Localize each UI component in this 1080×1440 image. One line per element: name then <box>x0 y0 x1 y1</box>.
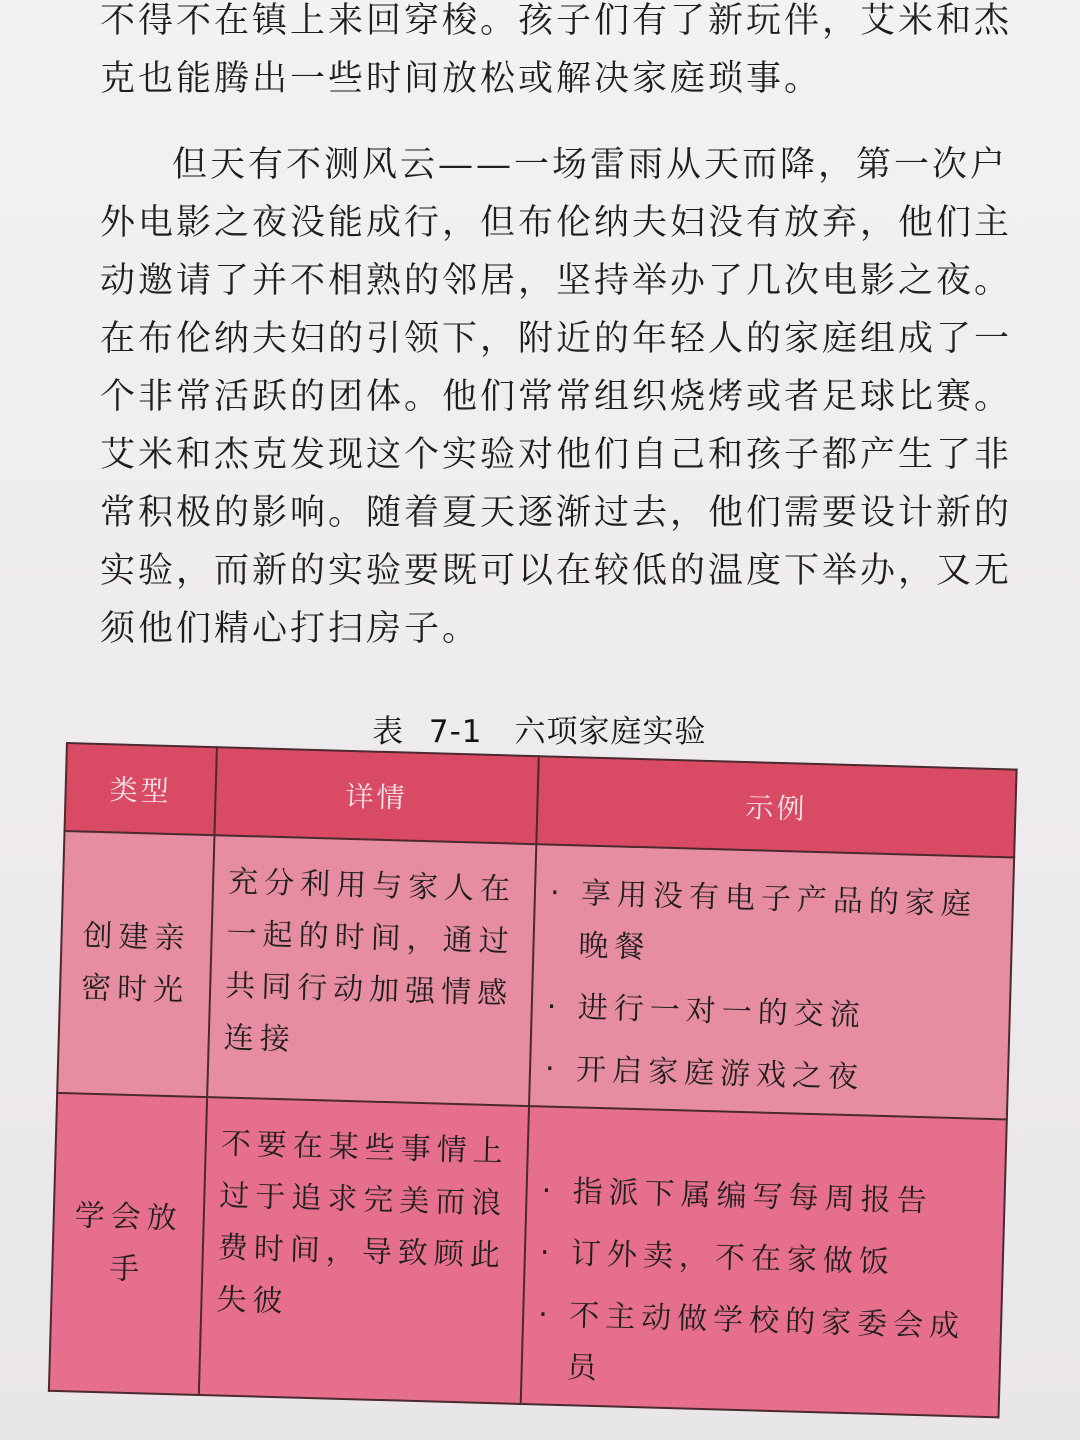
paragraph-2 <box>100 136 1040 658</box>
cell-type: 创建亲密时光 <box>57 831 214 1097</box>
table-caption: 表 7-1 六项家庭实验 <box>372 714 707 750</box>
example-item: · 开启家庭游戏之夜 <box>544 1044 999 1109</box>
header-examples: 示例 <box>536 756 1016 857</box>
cell-examples <box>521 1106 1007 1417</box>
example-item: · 不主动做学校的家委会成员 <box>536 1289 993 1406</box>
header-type: 类型 <box>65 743 217 835</box>
cell-detail: 不要在某些事情上过于追求完美而浪费时间，导致顾此失彼 <box>199 1097 529 1404</box>
cell-type: 学会放手 <box>49 1093 207 1395</box>
cell-detail: 充分利用与家人在一起的时间，通过共同行动加强情感连接 <box>207 835 536 1106</box>
cell-examples <box>529 844 1014 1119</box>
example-item: · 进行一对一的交流 <box>546 982 1001 1047</box>
family-experiments-table <box>48 742 1018 1418</box>
header-detail: 详情 <box>214 747 538 844</box>
example-item: · 指派下属编写每周报告 <box>541 1165 996 1230</box>
example-item: · 订外卖，不在家做饭 <box>539 1227 994 1292</box>
paragraph-1 <box>100 0 1040 108</box>
table-row <box>57 831 1014 1119</box>
table-row <box>49 1093 1007 1417</box>
example-item: · 享用没有电子产品的家庭晚餐 <box>548 868 1005 985</box>
paragraph-text: 但天有不测风云——一场雷雨从天而降，第一次户外电影之夜没能成行，但布伦纳夫妇没有放弃，他们主动邀请了并不相熟的邻居，坚持举办了几次电影之夜。在布伦纳夫妇的引领下，附近的年轻人的家庭组成了一个非常活跃的团体。他们常常组织烧烤或者足球比赛。艾米和杰克发现这个实验对他们自己和孩子都产生了非常积极的影响。随着夏天逐渐过去，他们需要设计新的实验，而新的实验要既可以在较低的温度下举办，又无须他们精心打扫房子。 <box>100 145 1013 649</box>
paragraph-text: 不得不在镇上来回穿梭。孩子们有了新玩伴，艾米和杰克也能腾出一些时间放松或解决家庭琐事。 <box>100 1 1013 99</box>
